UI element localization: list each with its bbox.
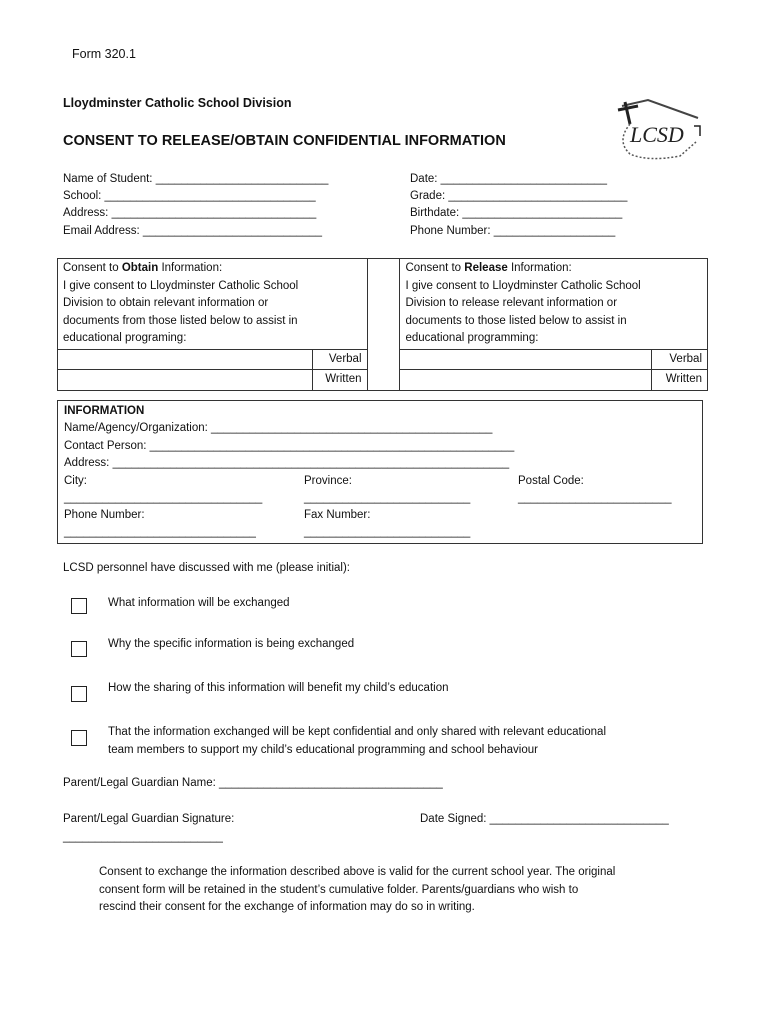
release-consent-text-1: I give consent to Lloydminster Catholic School <box>405 279 641 292</box>
information-box <box>57 400 703 544</box>
checkbox-benefit[interactable] <box>71 686 87 702</box>
release-written-label: Written <box>652 370 708 391</box>
checkbox-confidential[interactable] <box>71 730 87 746</box>
obtain-verbal-blank[interactable] <box>58 349 313 370</box>
contact-person-field[interactable]: Contact Person: _________________________________________________________ <box>64 440 515 452</box>
city-field[interactable]: _______________________________ <box>64 492 263 504</box>
release-consent-cell <box>400 259 708 350</box>
obtain-verbal-label: Verbal <box>312 349 367 370</box>
city-label: City: <box>64 475 87 487</box>
discussed-intro: LCSD personnel have discussed with me (please initial): <box>63 562 351 574</box>
birthdate-field[interactable]: Birthdate: _________________________ <box>410 207 623 219</box>
postal-code-field[interactable]: ________________________ <box>518 492 672 504</box>
email-field[interactable]: Email Address: ____________________________ <box>63 225 322 237</box>
obtain-consent-cell <box>58 259 368 350</box>
obtain-consent-text-2: Division to obtain relevant information or <box>63 297 269 309</box>
obtain-written-label: Written <box>312 370 367 391</box>
release-consent-text-3: documents to those listed below to assist in <box>405 314 627 327</box>
obtain-consent-heading: Consent to Obtain Information: <box>63 262 223 274</box>
postal-code-label: Postal Code: <box>518 475 584 487</box>
checkbox-why-info-label: Why the specific information is being exchanged <box>108 638 355 650</box>
footer-line-1: Consent to exchange the information described above is valid for the current school year. The original <box>99 866 616 878</box>
release-verbal-label: Verbal <box>652 349 708 370</box>
information-heading: INFORMATION <box>64 405 145 417</box>
province-label: Province: <box>304 475 352 487</box>
province-field[interactable]: __________________________ <box>304 492 471 504</box>
date-field[interactable]: Date: __________________________ <box>410 173 607 185</box>
release-consent-heading: Consent to Release Information: <box>405 262 572 274</box>
guardian-name-field[interactable]: Parent/Legal Guardian Name: ___________________________________ <box>63 777 443 789</box>
checkbox-confidential-label-2: team members to support my child’s educational programming and school behaviour <box>108 744 538 756</box>
checkbox-confidential-label-1: That the information exchanged will be kept confidential and only shared with relevant educational <box>108 726 607 738</box>
form-number: Form 320.1 <box>72 47 136 61</box>
guardian-signature-label: Parent/Legal Guardian Signature: <box>63 813 235 825</box>
consent-table <box>57 258 708 391</box>
obtain-checkbox-cell[interactable] <box>367 259 400 391</box>
grade-field[interactable]: Grade: ____________________________ <box>410 190 628 202</box>
obtain-written-blank[interactable] <box>58 370 313 391</box>
footer-line-2: consent form will be retained in the student’s cumulative folder. Parents/guardians who wish to <box>99 883 579 896</box>
obtain-consent-text-1: I give consent to Lloydminster Catholic School <box>63 279 299 292</box>
checkbox-what-info-label: What information will be exchanged <box>108 597 290 609</box>
svg-text:LCSD: LCSD <box>630 122 684 147</box>
checkbox-what-info[interactable] <box>71 598 87 614</box>
page-title: CONSENT TO RELEASE/OBTAIN CONFIDENTIAL INFORMATION <box>63 133 506 149</box>
footer-note <box>99 864 689 917</box>
checkbox-benefit-label: How the sharing of this information will benefit my child’s education <box>108 682 449 694</box>
date-signed-field[interactable]: Date Signed: ____________________________ <box>420 813 669 825</box>
release-verbal-blank[interactable] <box>400 349 652 370</box>
fax-field[interactable]: __________________________ <box>304 526 471 538</box>
fax-label: Fax Number: <box>304 509 371 521</box>
school-field[interactable]: School: _________________________________ <box>63 190 316 202</box>
footer-line-3: rescind their consent for the exchange of information may do so in writing. <box>99 901 475 913</box>
address-field[interactable]: Address: ________________________________ <box>63 207 317 219</box>
division-name: Lloydminster Catholic School Division <box>63 96 292 110</box>
info-phone-label: Phone Number: <box>64 509 145 521</box>
guardian-signature-field[interactable]: _________________________ <box>63 831 223 843</box>
lcsd-logo <box>608 96 708 168</box>
phone-field[interactable]: Phone Number: ___________________ <box>410 225 616 237</box>
student-name-field[interactable]: Name of Student: ___________________________ <box>63 173 329 185</box>
obtain-consent-text-3: documents from those listed below to assist in <box>63 314 298 327</box>
release-consent-text-2: Division to release relevant information or <box>405 297 618 309</box>
checkbox-why-info[interactable] <box>71 641 87 657</box>
info-phone-field[interactable]: ______________________________ <box>64 526 256 538</box>
release-consent-text-4: educational programming: <box>405 332 539 344</box>
release-written-blank[interactable] <box>400 370 652 391</box>
obtain-consent-text-4: educational programing: <box>63 332 187 344</box>
info-address-field[interactable]: Address: ______________________________________________________________ <box>64 457 510 469</box>
agency-field[interactable]: Name/Agency/Organization: ____________________________________________ <box>64 422 493 434</box>
